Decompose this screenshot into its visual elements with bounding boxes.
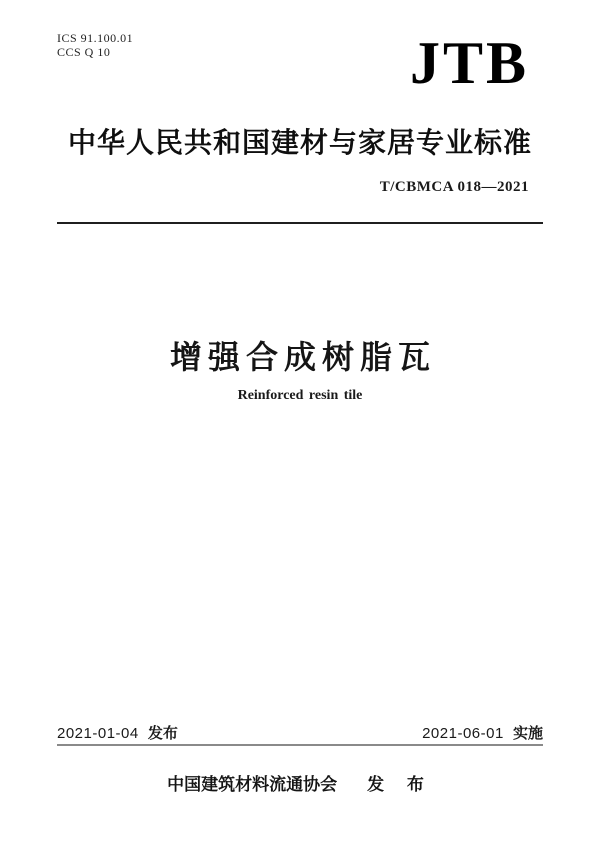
implement-date: 2021-06-01 bbox=[422, 725, 504, 742]
implement-date-group bbox=[422, 722, 543, 743]
publisher-action: 发 布 bbox=[367, 775, 433, 794]
classification-codes bbox=[57, 31, 133, 59]
footer-divider-rule bbox=[57, 744, 543, 746]
implement-label: 实施 bbox=[512, 725, 543, 742]
document-title-en: Reinforced resin tile bbox=[237, 388, 363, 403]
ics-code: ICS 91.100.01 bbox=[57, 31, 134, 45]
document-title-zh: 增强合成树脂瓦 bbox=[169, 339, 436, 375]
standard-number: T/CBMCA 018—2021 bbox=[379, 179, 529, 195]
issue-date: 2021-01-04 bbox=[57, 725, 139, 742]
publisher-name: 中国建筑材料流通协会 bbox=[167, 775, 338, 794]
dates-row bbox=[57, 722, 543, 743]
header-divider-rule bbox=[57, 222, 543, 224]
standard-class-heading: 中华人民共和国建材与家居专业标准 bbox=[67, 127, 532, 158]
issue-date-group bbox=[57, 722, 178, 743]
jtb-logo: JTB bbox=[409, 30, 529, 96]
ccs-code: CCS Q 10 bbox=[57, 45, 111, 59]
issue-label: 发布 bbox=[147, 725, 178, 742]
publisher-row bbox=[0, 770, 600, 795]
